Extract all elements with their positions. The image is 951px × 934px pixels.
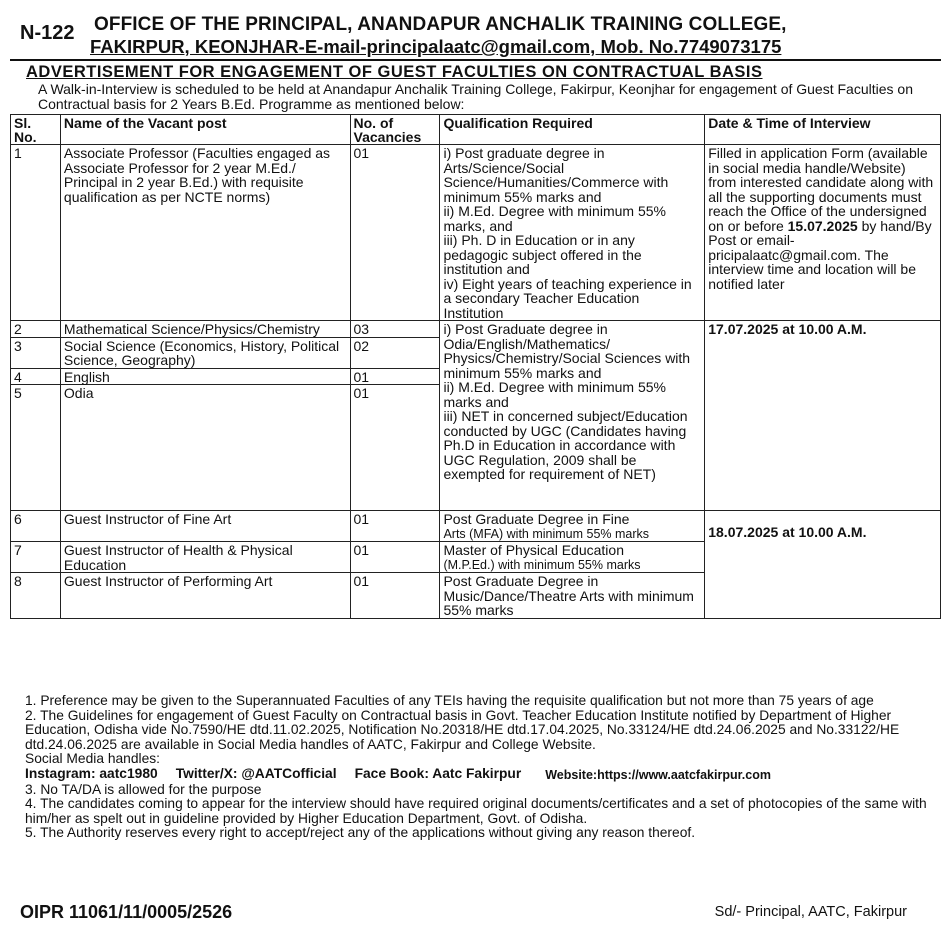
row-post: English (60, 368, 350, 385)
header (10, 8, 941, 58)
note-1: 1. Preference may be given to the Superannuated Faculties of any TEIs having the requisite qualification but not more than 75 years of age (25, 693, 874, 708)
qualification-line: iii) NET in concerned subject/Education conducted by UGC (Candidates having Ph.D in Education in accordance with UGC Regulation, 2009 shall be exempted for requirement of NET) (443, 408, 688, 482)
interview-date-2-5: 17.07.2025 at 10.00 A.M. (705, 321, 941, 511)
qualification-line: ii) M.Ed. Degree with minimum 55% marks and (443, 379, 666, 410)
row-sl: 6 (11, 511, 61, 542)
office-address-contact: FAKIRPUR, KEONJHAR-E-mail-principalaatc@gmail.com, Mob. No.7749073175 (90, 36, 782, 57)
qualification-line: ii) M.Ed. Degree with minimum 55% marks, and (443, 203, 666, 234)
notes-section (25, 694, 935, 841)
vacancy-table (10, 114, 941, 619)
interview-date-6-8: 18.07.2025 at 10.00 A.M. (705, 511, 941, 619)
row-sl: 3 (11, 337, 61, 368)
row-qualification (440, 511, 705, 542)
row-post: Guest Instructor of Fine Art (60, 511, 350, 542)
twitter-handle: Twitter/X: @AATCofficial (175, 765, 337, 781)
row-post: Guest Instructor of Health & Physical Education (60, 542, 350, 573)
qualification-line: (M.P.Ed.) with minimum 55% marks (443, 557, 641, 572)
note-5: 5. The Authority reserves every right to accept/reject any of the applications without giving any reason thereof. (25, 825, 696, 841)
social-media-heading: Social Media handles: (25, 751, 160, 767)
header-post-name: Name of the Vacant post (60, 115, 350, 145)
qualification-line: Post Graduate Degree in Fine (443, 511, 630, 527)
principal-signature: Sd/- Principal, AATC, Fakirpur (714, 904, 907, 920)
row-post: Guest Instructor of Performing Art (60, 573, 350, 619)
header-divider (10, 59, 941, 61)
advertisement-title: ADVERTISEMENT FOR ENGAGEMENT OF GUEST FACULTIES ON CONTRACTUAL BASIS (26, 63, 763, 81)
table-header-row (11, 115, 941, 145)
office-name: OFFICE OF THE PRINCIPAL, ANANDAPUR ANCHALIK TRAINING COLLEGE, (94, 14, 787, 35)
row-sl: 4 (11, 368, 61, 385)
row-sl: 7 (11, 542, 61, 573)
row-sl: 5 (11, 385, 61, 511)
row-qualification: Post Graduate Degree in Music/Dance/Theatre Arts with minimum 55% marks (440, 573, 705, 619)
row-sl: 1 (11, 145, 61, 321)
header-interview-date: Date & Time of Interview (705, 115, 941, 145)
facebook-handle: Face Book: Aatc Fakirpur (354, 765, 522, 781)
instagram-handle: Instagram: aatc1980 (25, 765, 158, 781)
table-row (11, 321, 941, 338)
row-vacancies: 01 (350, 573, 440, 619)
website-link[interactable]: Website:https://www.aatcfakirpur.com (545, 767, 771, 782)
advertisement-page (10, 8, 941, 926)
qualification-line: Arts (MFA) with minimum 55% marks (443, 526, 650, 541)
qualification-line: i) Post graduate degree in Arts/Science/Social Science/Humanities/Commerce with minimum 55% marks and (443, 145, 669, 205)
note-3: 3. No TA/DA is allowed for the purpose (25, 781, 262, 797)
row-sl: 8 (11, 573, 61, 619)
table-row (11, 145, 941, 321)
row-vacancies: 01 (350, 542, 440, 573)
application-instructions-end: by hand/By Post or email-pricipalaatc@gmail.com. The interview time and location will be notified later (708, 217, 932, 292)
row-vacancies: 01 (350, 511, 440, 542)
row-vacancies: 03 (350, 321, 440, 338)
intro-paragraph: A Walk-in-Interview is scheduled to be held at Anandapur Anchalik Training College, Fakirpur, Keonjhar for engagement of Guest Faculties on Contractual basis for 2 Years B.Ed. Programme as mentioned below: (38, 81, 913, 112)
reference-number: N-122 (20, 22, 75, 44)
table-row (11, 511, 941, 542)
row-vacancies: 02 (350, 337, 440, 368)
group-qualification (440, 321, 705, 511)
row-interview-info (705, 145, 941, 321)
row-sl: 2 (11, 321, 61, 338)
note-2: 2. The Guidelines for engagement of Guest Faculty on Contractual basis in Govt. Teacher Education Institute notified by Department of Higher Education, Odisha vide No.7590/HE dtd.11.02.2025, Notification No.20318/HE dtd.17.04.2025, No.33124/HE dtd.24.06.2025 and No.33122/HE dtd.24.06.2025 are available in Social Media handles of AATC, Fakirpur and College Website. (25, 707, 900, 752)
qualification-line: Master of Physical Education (443, 542, 624, 558)
oipr-number: OIPR 11061/11/0005/2526 (20, 902, 233, 922)
application-deadline: 15.07.2025 (787, 217, 858, 234)
application-instructions: Filled in application Form (available in social media handle/Website) from interested candidate along with all the supporting documents must reach the Office of the undersigned on or before (708, 145, 934, 234)
header-sl-no: Sl. No. (11, 115, 61, 145)
header-qualification: Qualification Required (440, 115, 705, 145)
row-post: Mathematical Science/Physics/Chemistry (60, 321, 350, 338)
row-qualification (440, 542, 705, 573)
row-post: Social Science (Economics, History, Political Science, Geography) (60, 337, 350, 368)
row-vacancies: 01 (350, 385, 440, 511)
qualification-line: i) Post Graduate degree in Odia/English/Mathematics/ Physics/Chemistry/Social Sciences with minimum 55% marks and (443, 321, 691, 381)
row-post: Associate Professor (Faculties engaged as Associate Professor for 2 year M.Ed./ Principal in 2 year B.Ed.) with requisite qualification as per NCTE norms) (60, 145, 350, 321)
qualification-line: iii) Ph. D in Education or in any pedagogic subject offered in the institution and (443, 232, 642, 277)
row-vacancies: 01 (350, 145, 440, 321)
row-vacancies: 01 (350, 368, 440, 385)
note-4: 4. The candidates coming to appear for the interview should have required original documents/certificates and a set of photocopies of the same with him/her as spelt out in guideline provided by Higher Education Department, Govt. of Odisha. (25, 796, 927, 826)
row-qualification (440, 145, 705, 321)
header-vacancies: No. of Vacancies (350, 115, 440, 145)
row-post: Odia (60, 385, 350, 511)
social-media-handles (25, 767, 935, 783)
qualification-line: iv) Eight years of teaching experience in a secondary Teacher Education Institution (443, 275, 692, 321)
